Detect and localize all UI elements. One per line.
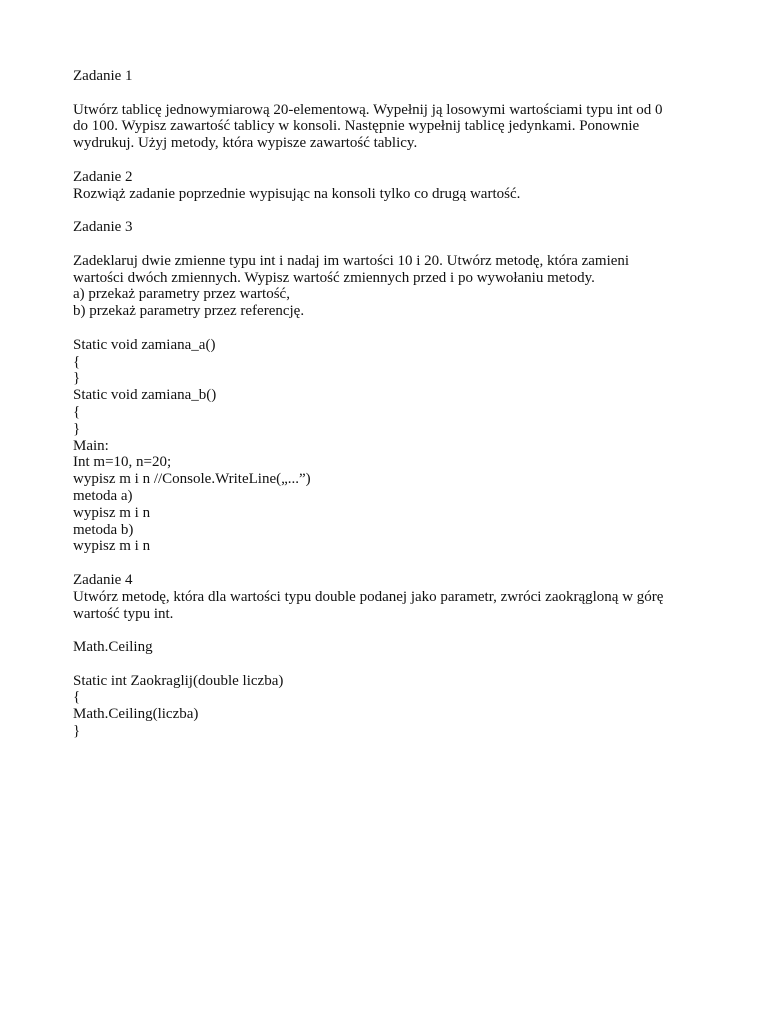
text-line: Static void zamiana_a() bbox=[73, 336, 216, 353]
text-line: wartość typu int. bbox=[73, 605, 174, 622]
task-heading: Zadanie 4 bbox=[73, 571, 133, 588]
blank-line bbox=[73, 85, 713, 102]
blank-line bbox=[73, 152, 713, 169]
text-line: wypisz m i n //Console.WriteLine(„...”) bbox=[73, 471, 311, 488]
text-line: metoda b) bbox=[73, 521, 134, 538]
text-line: } bbox=[73, 723, 81, 740]
text-line: do 100. Wypisz zawartość tablicy w konsoli. Następnie wypełnij tablicę jedynkami. Ponownie bbox=[73, 118, 640, 135]
text-line: } bbox=[73, 420, 81, 437]
text-line: a) przekaż parametry przez wartość, bbox=[73, 286, 290, 303]
text-line: Math.Ceiling(liczba) bbox=[73, 706, 199, 723]
text-line: Static int Zaokraglij(double liczba) bbox=[73, 672, 284, 689]
blank-line bbox=[73, 320, 713, 337]
blank-line bbox=[73, 236, 713, 253]
document-body bbox=[73, 68, 713, 740]
text-line: Utwórz metodę, która dla wartości typu double podanej jako parametr, zwróci zaokrągloną w górę bbox=[73, 588, 664, 605]
text-line: Rozwiąż zadanie poprzednie wypisując na konsoli tylko co drugą wartość. bbox=[73, 185, 521, 202]
task-heading: Zadanie 3 bbox=[73, 219, 133, 236]
task-heading: Zadanie 2 bbox=[73, 168, 133, 185]
text-line: Utwórz tablicę jednowymiarową 20-elementową. Wypełnij ją losowymi wartościami typu int od 0 bbox=[73, 101, 663, 118]
task-heading: Zadanie 1 bbox=[73, 68, 133, 84]
text-line: } bbox=[73, 370, 81, 387]
text-line: wypisz m i n bbox=[73, 504, 151, 521]
text-line: { bbox=[73, 353, 81, 370]
text-line: b) przekaż parametry przez referencję. bbox=[73, 303, 305, 320]
text-line: Static void zamiana_b() bbox=[73, 387, 217, 404]
text-line: Main: bbox=[73, 437, 109, 454]
text-line: Int m=10, n=20; bbox=[73, 454, 172, 471]
text-line: wydrukuj. Użyj metody, która wypisze zawartość tablicy. bbox=[73, 135, 418, 152]
text-line: Zadeklaruj dwie zmienne typu int i nadaj im wartości 10 i 20. Utwórz metodę, która zamieni bbox=[73, 252, 630, 269]
blank-line bbox=[73, 555, 713, 572]
text-line: { bbox=[73, 403, 81, 420]
text-line: Math.Ceiling bbox=[73, 639, 153, 656]
text-line: { bbox=[73, 689, 81, 706]
blank-line bbox=[73, 622, 713, 639]
text-line: metoda a) bbox=[73, 487, 133, 504]
blank-line bbox=[73, 202, 713, 219]
text-line: wartości dwóch zmiennych. Wypisz wartość zmiennych przed i po wywołaniu metody. bbox=[73, 269, 595, 286]
blank-line bbox=[73, 656, 713, 673]
text-line: wypisz m i n bbox=[73, 538, 151, 555]
